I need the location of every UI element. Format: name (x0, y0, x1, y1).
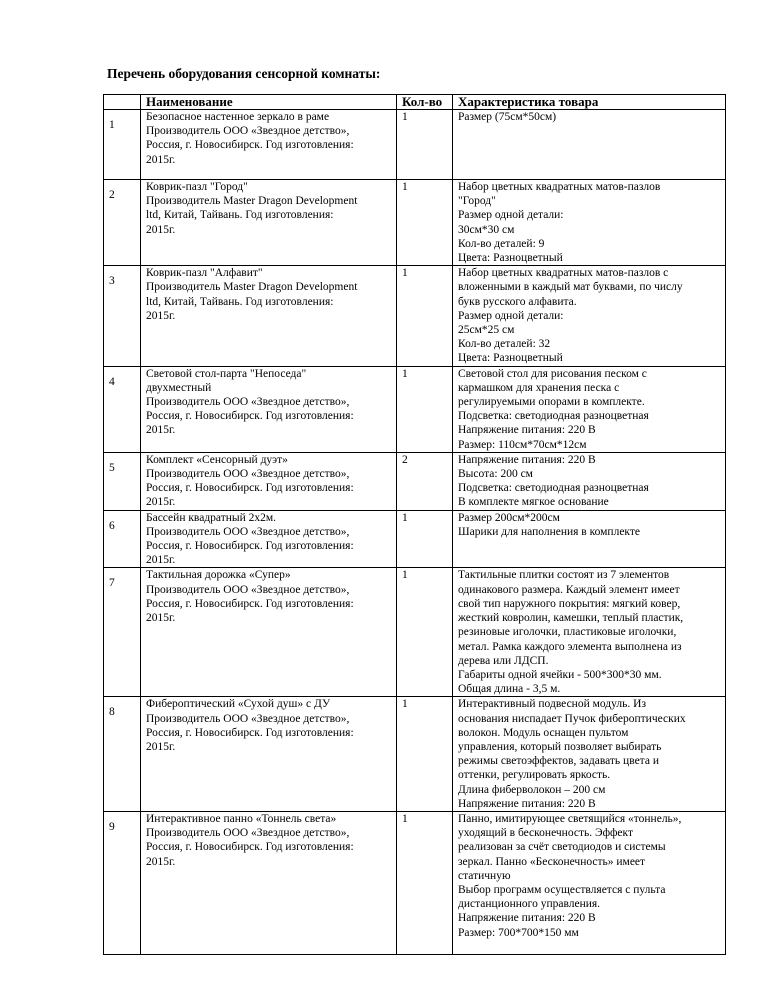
row-number: 3 (104, 266, 141, 366)
item-qty: 1 (397, 266, 453, 366)
table-row (104, 366, 726, 452)
equipment-table (103, 94, 726, 955)
header-qty: Кол-во (397, 95, 453, 110)
item-desc: Панно, имитирующее светящийся «тоннель», уходящий в бесконечность. Эффект реализован за счёт светодиодов и системы зеркал. Панно «Бесконечность» имеет статичную Выбор программ осуществляется с пульта дистанционного управления. Напряжение питания: 220 В Размер: 700*700*150 мм (453, 811, 726, 954)
table-row (104, 180, 726, 266)
table-header-row (104, 95, 726, 110)
item-qty: 1 (397, 180, 453, 266)
item-name: Коврик-пазл "Город" Производитель Master Dragon Development ltd, Китай, Тайвань. Год изготовления: 2015г. (141, 180, 397, 266)
item-desc: Тактильные плитки состоят из 7 элементов одинакового размера. Каждый элемент имеет свой тип наружного покрытия: мягкий ковер, жесткий ковролин, камешки, теплый пластик, резиновые иголочки, пластиковые иголочки, метал. Рамка каждого элемента выполнена из дерева или ЛДСП. Габариты одной ячейки - 500*300*30 мм. Общая длина - 3,5 м. (453, 568, 726, 697)
item-qty: 1 (397, 110, 453, 180)
row-number: 7 (104, 568, 141, 697)
row-number: 5 (104, 452, 141, 510)
item-qty: 1 (397, 510, 453, 568)
item-qty: 1 (397, 366, 453, 452)
table-row (104, 510, 726, 568)
table-row (104, 452, 726, 510)
item-name: Коврик-пазл "Алфавит" Производитель Master Dragon Development ltd, Китай, Тайвань. Год изготовления: 2015г. (141, 266, 397, 366)
item-desc: Размер (75см*50см) (453, 110, 726, 180)
item-desc: Размер 200см*200см Шарики для наполнения в комплекте (453, 510, 726, 568)
row-number: 9 (104, 811, 141, 954)
item-name: Бассейн квадратный 2х2м. Производитель ООО «Звездное детство», Россия, г. Новосибирск. Год изготовления: 2015г. (141, 510, 397, 568)
table-row (104, 110, 726, 180)
item-qty: 1 (397, 568, 453, 697)
item-qty: 1 (397, 697, 453, 812)
row-number: 8 (104, 697, 141, 812)
header-name: Наименование (141, 95, 397, 110)
item-name: Комплект «Сенсорный дуэт» Производитель ООО «Звездное детство», Россия, г. Новосибирск. Год изготовления: 2015г. (141, 452, 397, 510)
table-row (104, 811, 726, 954)
header-desc: Характеристика товара (453, 95, 726, 110)
item-name: Тактильная дорожка «Супер» Производитель ООО «Звездное детство», Россия, г. Новосибирск. Год изготовления: 2015г. (141, 568, 397, 697)
page-title: Перечень оборудования сенсорной комнаты: (107, 66, 381, 81)
item-qty: 2 (397, 452, 453, 510)
item-name: Безопасное настенное зеркало в раме Производитель ООО «Звездное детство», Россия, г. Новосибирск. Год изготовления: 2015г. (141, 110, 397, 180)
table-row (104, 568, 726, 697)
item-name: Интерактивное панно «Тоннель света» Производитель ООО «Звездное детство», Россия, г. Новосибирск. Год изготовления: 2015г. (141, 811, 397, 954)
item-qty: 1 (397, 811, 453, 954)
item-desc: Набор цветных квадратных матов-пазлов "Город" Размер одной детали: 30см*30 см Кол-во деталей: 9 Цвета: Разноцветный (453, 180, 726, 266)
table-row (104, 697, 726, 812)
row-number: 6 (104, 510, 141, 568)
item-desc: Интерактивный подвесной модуль. Из основания ниспадает Пучок фибероптических волокон. Модуль оснащен пультом управления, который позволяет выбирать режимы светоэффектов, задавать цвета и оттенки, регулировать яркость. Длина фиберволокон – 200 см Напряжение питания: 220 В (453, 697, 726, 812)
row-number: 2 (104, 180, 141, 266)
item-desc: Набор цветных квадратных матов-пазлов с вложенными в каждый мат буквами, по числу букв русского алфавита. Размер одной детали: 25см*25 см Кол-во деталей: 32 Цвета: Разноцветный (453, 266, 726, 366)
row-number: 4 (104, 366, 141, 452)
row-number: 1 (104, 110, 141, 180)
header-number-cell (104, 95, 141, 110)
item-name: Световой стол-парта "Непоседа" двухместный Производитель ООО «Звездное детство», Россия, г. Новосибирск. Год изготовления: 2015г. (141, 366, 397, 452)
item-name: Фибероптический «Сухой душ» с ДУ Производитель ООО «Звездное детство», Россия, г. Новосибирск. Год изготовления: 2015г. (141, 697, 397, 812)
item-desc: Световой стол для рисования песком с кармашком для хранения песка с регулируемыми опорами в комплекте. Подсветка: светодиодная разноцветная Напряжение питания: 220 В Размер: 110см*70см*12см (453, 366, 726, 452)
item-desc: Напряжение питания: 220 В Высота: 200 см Подсветка: светодиодная разноцветная В комплекте мягкое основание (453, 452, 726, 510)
table-row (104, 266, 726, 366)
